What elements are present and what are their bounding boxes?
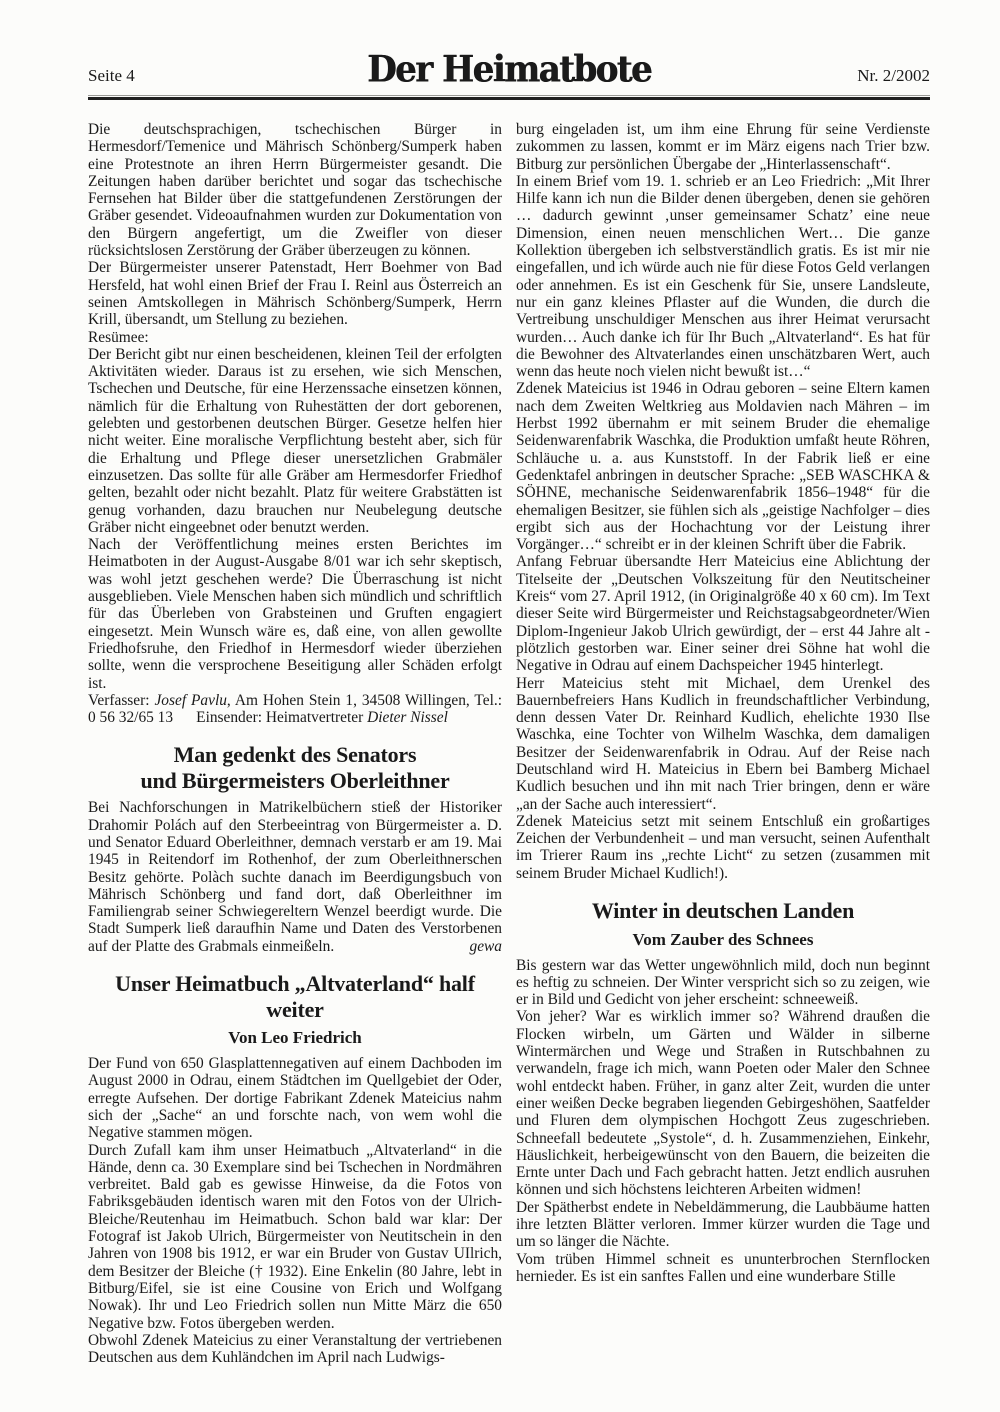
headline-line: und Bürgermeisters Oberleithner xyxy=(140,767,450,793)
text-run: Obwohl Zdenek Mateicius zu einer Veranstaltung der vertriebenen Deutschen aus dem Kuhländchen im April nach Ludwigs- xyxy=(88,1331,502,1367)
text-run: Herr Mateicius steht mit Michael, dem Urenkel des Bauernbefreiers Hans Kudlich in freundschaftlicher Verbindung, denn dessen Vater Dr. Reinhard Kudlich, ehelichte 1930 Ilse Waschka, eine Tochter von Wilhelm Waschka, dem damaligen Besitzer der Seidenwarenfabrik in Odrau. Auf der Reise nach Deutschland wird H. Mateicius in Ebern bei Bamberg Michael Kudlich besuchen und ihn mit nach Trier bringen, denn er wäre „an der Sache auch interessiert“. xyxy=(516,674,930,813)
headline-line: Winter in deutschen Landen xyxy=(591,898,855,924)
text-run: In einem Brief vom 19. 1. schrieb er an Leo Friedrich: „Mit Ihrer Hilfe kann ich nun die Bilder denen übergeben, denen sie gehören … dadurch gewinnt ‚unser gemeinsamer Schatz’ eine neue Dimension, einen neuen menschlichen Wert… Die ganze Kollektion übergeben ich selbstverständlich gratis. Es ist mir nie eingefallen, und ich würde auch nie für diese Fotos Geld verlangen oder annehmen. Es ist ein Geschenk für Sie, unsere Landsleute, nur ein ganz kleines Pflaster auf die Wunden, die durch die Vertreibung unschuldiger Menschen aus ihrer Heimat verursacht wurden… Auch danke ich für Ihr Buch „Altvaterland“. Es hat für die Bewohner des Altvaterlandes einen unschätzbaren Wert, auch wenn das heute noch vielen nicht bewußt ist…“ xyxy=(516,172,930,381)
body-paragraph xyxy=(88,799,502,955)
page-header xyxy=(88,50,930,90)
body-paragraph xyxy=(88,346,502,536)
body-paragraph xyxy=(88,1142,502,1332)
text-run: Bis gestern war das Wetter ungewöhnlich mild, doch nun beginnt es heftig zu schneien. Der Winter verspricht sich so zu zeigen, wie er in Bild und Gedicht von jeher erscheint: schneeweiß. xyxy=(516,956,930,1009)
body-paragraph xyxy=(516,1008,930,1198)
body-paragraph xyxy=(88,259,502,328)
body-paragraph xyxy=(516,1199,930,1251)
text-run: , Am Hohen Stein 1, 34508 Willingen, Tel.: 0 56 32/65 13 Einsender: Heimatvertreter xyxy=(88,691,502,727)
body-paragraph xyxy=(516,173,930,381)
body-paragraph xyxy=(516,957,930,1009)
text-run: Verfasser: xyxy=(88,691,155,709)
body-paragraph xyxy=(88,536,502,692)
text-run: Von jeher? War es wirklich immer so? Während draußen die Flocken wirbeln, um Gärten und Wälder in silberne Wintermärchen und Wege und Straßen in Rutschbahnen zu verwandeln, frage ich mich, wann Poeten oder Maler den Schnee wohl entdeckt haben. Früher, in ganz alter Zeit, wurden die unter einer weißen Decke begraben liegenden Gebirgeshöhen, Saatfelder und Fluren dem olympischen Hochgott Zeus zugeschrieben. Schneefall bedeutete „Systole“, d. h. Zusammenziehen, Einkehr, Häuslichkeit, herbeigewünscht von den Bauern, die beizeiten die Ernte unter Dach und Fach gebracht hatten. Jetzt endlich ausruhen können und sich höchstens leichteren Arbeiten widmen! xyxy=(516,1008,930,1199)
text-run: Durch Zufall kam ihm unser Heimatbuch „Altvaterland“ in die Hände, denn ca. 30 Exemplare sind bei Tschechen in Nordmähren verbreitet. Bald gab es gewisse Hinweise, da die Fotos von Fabriksgebäuden identisch waren mit den Fotos von der Ulrich-Bleiche/Reutenhau im Heimatbuch. Schon bald war klar: Der Fotograf ist Jakob Ulrich, Bürgermeister von Neutitschein in den Jahren von 1908 bis 1912, er war ein Bruder von Gustav UIlrich, dem Besitzer der Bleiche († 1932). Eine Enkelin (80 Jahre, lebt in Bitburg/Eifel, sie ist eine Cousine von Erich und Wolfgang Nowak). Ihr und Leo Friedrich sollen nun Mitte März die 650 Negative bzw. Fotos übergeben werden. xyxy=(88,1141,502,1332)
article-byline: Vom Zauber des Schnees xyxy=(632,929,814,949)
text-run: Anfang Februar übersandte Herr Mateicius eine Ablichtung der Titelseite der „Deutschen Volkszeitung für den Neutitscheiner Kreis“ vom 27. April 1912, (in Originalgröße 40 x 60 cm). Im Text dieser Seite wird Bürgermeister und Reichstagsabgeordneter/Wien Diplom-Ingenieur Jakob Ulrich gewürdigt, der – erst 44 Jahre alt - plötzlich gestorben war. Einer seiner drei Söhne hat wohl die Negative in Odrau auf einem Dachspeicher 1945 hinterlegt. xyxy=(516,553,930,675)
headline-line: Man gedenkt des Senators xyxy=(173,742,417,768)
italic-text-run: Dieter Nissel xyxy=(367,709,448,727)
article-byline: Von Leo Friedrich xyxy=(228,1028,362,1048)
article-columns xyxy=(88,121,930,1366)
header-rule xyxy=(88,95,930,100)
text-run: Resümee: xyxy=(88,328,149,346)
italic-text-run: Josef Pavlu xyxy=(154,691,227,709)
left-column xyxy=(88,121,502,1366)
body-paragraph xyxy=(516,380,930,553)
body-paragraph xyxy=(88,121,502,259)
issue-number-label: Nr. 2/2002 xyxy=(857,66,930,85)
body-paragraph xyxy=(88,329,502,346)
page-number-label: Seite 4 xyxy=(88,66,135,85)
masthead-title: Der Heimatbote xyxy=(366,48,652,92)
text-run: Vom trüben Himmel schneit es ununterbrochen Sternflocken hernieder. Es ist ein sanftes Fallen und eine wunderbare Stille xyxy=(516,1250,930,1285)
article-headline xyxy=(88,971,502,1022)
body-paragraph xyxy=(516,553,930,674)
text-run: Zdenek Mateicius setzt mit seinem Entschluß ein großartiges Zeichen der Verbundenheit – und man versucht, seinen Aufenthalt im Trierer Raum ins „rechte Licht“ zu setzen (zusammen mit seinem Bruder Michael Kudlich!). xyxy=(516,812,930,882)
author-signature: gewa xyxy=(460,938,503,955)
body-paragraph xyxy=(516,675,930,813)
body-paragraph xyxy=(516,1251,930,1286)
body-paragraph xyxy=(88,1055,502,1141)
text-run: Der Spätherbst endete in Nebeldämmerung, die Laubbäume hatten ihre letzten Blätter verloren. Immer kürzer wurden die Tage und um so länger die Nächte. xyxy=(516,1198,930,1251)
right-column xyxy=(516,121,930,1366)
text-run: Nach der Veröffentlichung meines ersten Berichtes im Heimatboten in der August-Ausgabe 8/01 war ich sehr skeptisch, was wohl jetzt geschehen werde? Die Überraschung ist nicht ausgeblieben. Viele Menschen haben sich mündlich und schriftlich für das Überleben von Grabsteinen und Gruften engagiert eingesetzt. Mein Wunsch wäre es, daß eine, von allen gewollte Friedhofsruhe, den Friedhof in Hermesdorf wieder überziehen sollte, wenn die versprochene Beseitigung aller Schäden erfolgt ist. xyxy=(88,536,502,692)
headline-line: Unser Heimatbuch „Altvaterland“ half weiter xyxy=(115,971,475,1022)
text-run: Zdenek Mateicius ist 1946 in Odrau geboren – seine Eltern kamen nach dem Zweiten Weltkrieg aus Moldavien nach Mähren – im Herbst 1992 übernahm er mit seinem Bruder die ehemalige Seidenwarenfabrik Waschka, die Produktion umfaßt heute Röhren, Schläuche u. a. aus Kunststoff. In der Fabrik ließ er eine Gedenktafel anbringen in deutscher Sprache: „SEB WASCHKA & SÖHNE, mechanische Seidenwarenfabrik 1856–1948“ für die ehemaligen Besitzer, sie fühlen sich als „geistige Nachfolger – dies ergibt sich aus der Hochachtung vor der Leistung ihrer Vorgänger…“ schreibt er in der kleinen Schrift über die Fabrik. xyxy=(516,380,930,554)
text-run: burg eingeladen ist, um ihm eine Ehrung für seine Verdienste zukommen zu lassen, kommt er im März eigens nach Trier bzw. Bitburg zur persönlichen Übergabe der „Hinterlassenschaft“. xyxy=(516,121,930,173)
body-paragraph xyxy=(516,813,930,882)
text-run: Der Bericht gibt nur einen bescheidenen, kleinen Teil der erfolgten Aktivitäten wieder. Daraus ist zu ersehen, wie sich Menschen, Tschechen und Deutsche, für eine Herzenssache einsetzen können, nämlich für die Erhaltung von Ruhestätten der dort geborenen, gelebten und gestorbenen deutschen Bürger. Gesetze helfen hier nicht weiter. Eine moralische Verpflichtung besteht aber, sich für die Erhaltung und Pflege dieser unersetzlichen Grabmäler einzusetzen. Das sollte für alle Gräber am Hermesdorfer Friedhof gelten, bezahlt oder nicht bezahlt. Platz für weitere Grabstätten ist genug vorhanden, dazu brauchen nur Neubelegung deutsche Gräber nicht eingeebnet oder benutzt werden. xyxy=(88,345,502,536)
body-paragraph xyxy=(88,692,502,727)
body-paragraph xyxy=(88,1332,502,1367)
article-headline xyxy=(88,742,502,793)
text-run: Die deutschsprachigen, tschechischen Bürger in Hermesdorf/Temenice und Mährisch Schönberg/Sumperk haben eine Protestnote an ihren Herrn Bürgermeister gesandt. Die Zeitungen haben darüber berichtet und sogar das tschechische Fernsehen hat Bilder über die stattgefundenen Zerstörungen der Gräber gesendet. Videoaufnahmen wurden zur Dokumentation von den Bürgern angefertigt, um die Zweifler von dieser rücksichtslosen Zerstörung der Gräber überzeugen zu können. xyxy=(88,121,502,260)
article-headline xyxy=(516,898,930,924)
text-run: Bei Nachforschungen in Matrikelbüchern stieß der Historiker Drahomir Polách auf den Sterbeeintrag von Bürgermeister a. D. und Senator Eduard Oberleithner, demnach verstarb er am 19. Mai 1945 in Reitendorf im Rothenhof, der zum Oberleithnerschen Besitz gehörte. Polàch suchte danach im Beerdigungsbuch von Mährisch Schönberg und fand dort, daß Oberleithner im Familiengrab seiner Schwiegereltern Wenzel beerdigt wurde. Die Stadt Sumperk ließ daraufhin Name und Daten des Verstorbenen auf der Platte des Grabmals einmeißeln. xyxy=(88,799,502,955)
text-run: Der Fund von 650 Glasplattennegativen auf einem Dachboden im August 2000 in Odrau, einem Städtchen im Quellgebiet der Oder, erregte Aufsehen. Der dortige Fabrikant Zdenek Mateicius nahm sich der „Sache“ an und forschte nach, von wem wohl die Negative stammen mögen. xyxy=(88,1055,502,1142)
text-run: Der Bürgermeister unserer Patenstadt, Herr Boehmer von Bad Hersfeld, hat wohl einen Brief der Frau I. Reinl aus Österreich an seinen Amtskollegen in Mährisch Schönberg/Sumperk, Herrn Krill, übersandt, um Stellung zu beziehen. xyxy=(88,259,502,329)
body-paragraph xyxy=(516,121,930,173)
